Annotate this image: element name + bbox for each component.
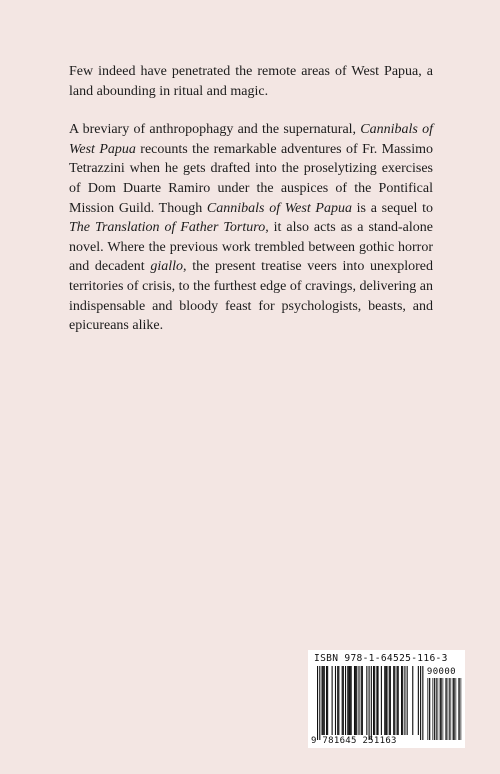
addon-bar [454, 678, 455, 740]
barcode-bar [404, 666, 405, 735]
blurb-paragraph-1 [69, 62, 433, 101]
barcode-bar [376, 666, 377, 735]
isbn-label: ISBN 978-1-64525-116-3 [314, 653, 448, 664]
addon-bar [446, 678, 447, 740]
barcode-bar [337, 666, 338, 735]
barcode-bar [348, 666, 349, 735]
text-run: , it also acts as a stand-alone novel. Where the previous work trembled between gothic horror and decadent [69, 220, 433, 275]
barcode-bar [422, 666, 423, 740]
barcode-bars [308, 650, 465, 748]
barcode-bar [385, 666, 386, 735]
addon-bar [455, 678, 456, 740]
addon-bar [427, 678, 428, 740]
ean-digits: 9 781645 251163 [311, 736, 397, 746]
italic-title-run: Cannibals of West Papua [206, 200, 352, 216]
addon-bar [445, 678, 446, 740]
addon-bar [443, 678, 444, 740]
barcode-bar [354, 666, 355, 735]
addon-bar [448, 678, 449, 740]
italic-title-run: The Translation of Father Torturo [69, 220, 266, 236]
text-run: A breviary of anthropophagy and the supernatural, [69, 122, 361, 138]
barcode-bar [412, 666, 413, 735]
barcode-bar [345, 666, 346, 735]
barcode-bar [397, 666, 398, 735]
italic-title-run: giallo [150, 259, 184, 275]
addon-bar [430, 678, 431, 740]
barcode-bar [332, 666, 333, 735]
barcode-bar [420, 666, 421, 740]
price-addon-number: 90000 [426, 667, 456, 677]
barcode-bar [324, 666, 325, 735]
barcode-bar [389, 666, 390, 735]
addon-bar [435, 678, 436, 740]
isbn-barcode [308, 650, 465, 748]
addon-bar [434, 678, 435, 740]
barcode-bar [393, 666, 394, 735]
barcode-bar [361, 666, 362, 735]
barcode-bar [374, 666, 375, 735]
barcode-bar [394, 666, 395, 735]
barcode-bar [323, 666, 324, 735]
addon-bar [440, 678, 441, 740]
addon-bar [461, 678, 462, 740]
barcode-bar [402, 666, 403, 735]
barcode-bar [386, 666, 387, 735]
barcode-bar [327, 666, 328, 735]
italic-title-run: Cannibals of West Papua [69, 122, 433, 157]
barcode-bar [355, 666, 356, 735]
addon-bar [458, 678, 459, 740]
barcode-bar [356, 666, 357, 735]
barcode-bar [349, 666, 350, 735]
barcode-bar [384, 666, 385, 735]
addon-bar [449, 678, 450, 740]
barcode-bar [347, 666, 348, 735]
addon-bar [437, 678, 438, 740]
barcode-bar [351, 666, 352, 735]
text-run: , the present treatise veers into unexplored territories of crisis, to the furthest edge of cravings, delivering an indispensable and bloody feast for psychologists, beasts, and epicureans alike. [69, 259, 434, 334]
barcode-bar [377, 666, 378, 735]
addon-bar [432, 678, 433, 740]
barcode-bar [358, 666, 359, 735]
barcode-bar [317, 666, 318, 740]
barcode-bar [335, 666, 336, 735]
barcode-bar [407, 666, 408, 735]
text-run: is a sequel to [351, 200, 433, 216]
barcode-bar [371, 666, 372, 740]
barcode-bar [401, 666, 402, 735]
barcode-bar [381, 666, 382, 735]
addon-bar [453, 678, 454, 740]
barcode-bar [319, 666, 320, 740]
barcode-bar [338, 666, 339, 735]
barcode-bar [390, 666, 391, 735]
blurb [69, 62, 433, 336]
barcode-bar [398, 666, 399, 735]
addon-bar [450, 678, 451, 740]
barcode-bar [343, 666, 344, 735]
barcode-bar [326, 666, 327, 735]
addon-bar [436, 678, 437, 740]
barcode-bar [366, 666, 367, 735]
barcode-bar [321, 666, 322, 735]
barcode-bar [342, 666, 343, 735]
addon-bar [459, 678, 460, 740]
addon-bar [453, 678, 454, 740]
barcode-bar [369, 666, 370, 740]
blurb-paragraph-2 [69, 120, 433, 336]
addon-bar [440, 678, 441, 740]
barcode-bar [362, 666, 363, 735]
addon-bar [429, 678, 430, 740]
barcode-bar [418, 666, 419, 735]
addon-bar [441, 678, 442, 740]
text-run: Few indeed have penetrated the remote areas of West Papua, a land abounding in ritual and magic. [69, 64, 433, 99]
text-run: recounts the remarkable adventures of Fr. Massimo Tetrazzini when he gets drafted into the proselytizing exercises of Dom Duarte Ramiro under the auspices of the Pontifical Mission Guild. Though [69, 141, 434, 216]
barcode-bar [373, 666, 374, 735]
